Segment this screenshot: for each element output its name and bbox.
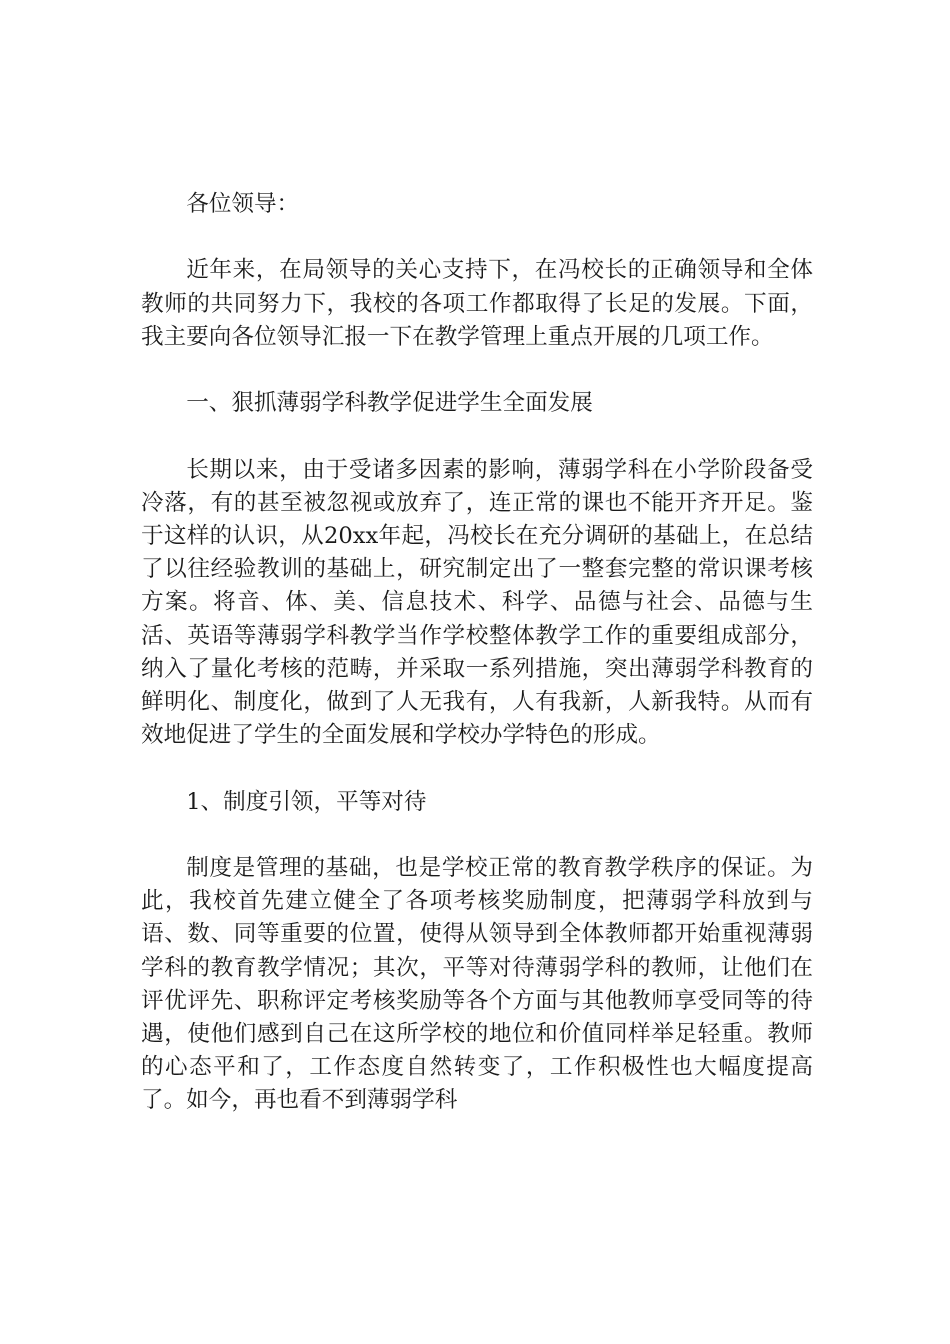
paragraph-section-1: 长期以来，由于受诸多因素的影响，薄弱学科在小学阶段备受冷落，有的甚至被忽视或放弃了，连正常的课也不能开齐开足。鉴于这样的认识，从20xx年起，冯校长在充分调研的基础上，在总结了以往经验教训的基础上，研究制定出了一整套完整的常识课考核方案。将音、体、美、信息技术、科学、品德与社会、品德与生活、英语等薄弱学科教学当作学校整体教学工作的重要组成部分，纳入了量化考核的范畴，并采取一系列措施，突出薄弱学科教育的鲜明化、制度化，做到了人无我有，人有我新，人新我特。从而有效地促进了学生的全面发展和学校办学特色的形成。 <box>141 456 813 749</box>
section-heading-1: 一、狠抓薄弱学科教学促进学生全面发展 <box>186 390 593 417</box>
paragraph-subsection-1: 制度是管理的基础，也是学校正常的教育教学秩序的保证。为此，我校首先建立健全了各项考核奖励制度，把薄弱学科放到与语、数、同等重要的位置，使得从领导到全体教师都开始重视薄弱学科的教育教学情况；其次，平等对待薄弱学科的教师，让他们在评优评先、职称评定考核奖励等各个方面与其他教师享受同等的待遇，使他们感到自己在这所学校的地位和价值同样举足轻重。教师的心态平和了，工作态度自然转变了，工作积极性也大幅度提高了。如今，再也看不到薄弱学科 <box>141 854 813 1114</box>
salutation: 各位领导： <box>186 191 300 217</box>
paragraph-intro: 近年来，在局领导的关心支持下，在冯校长的正确领导和全体教师的共同努力下，我校的各项工作都取得了长足的发展。下面，我主要向各位领导汇报一下在教学管理上重点开展的几项工作。 <box>141 257 813 350</box>
document-body <box>141 188 813 1118</box>
subsection-heading-1: 1、制度引领，平等对待 <box>186 788 427 815</box>
